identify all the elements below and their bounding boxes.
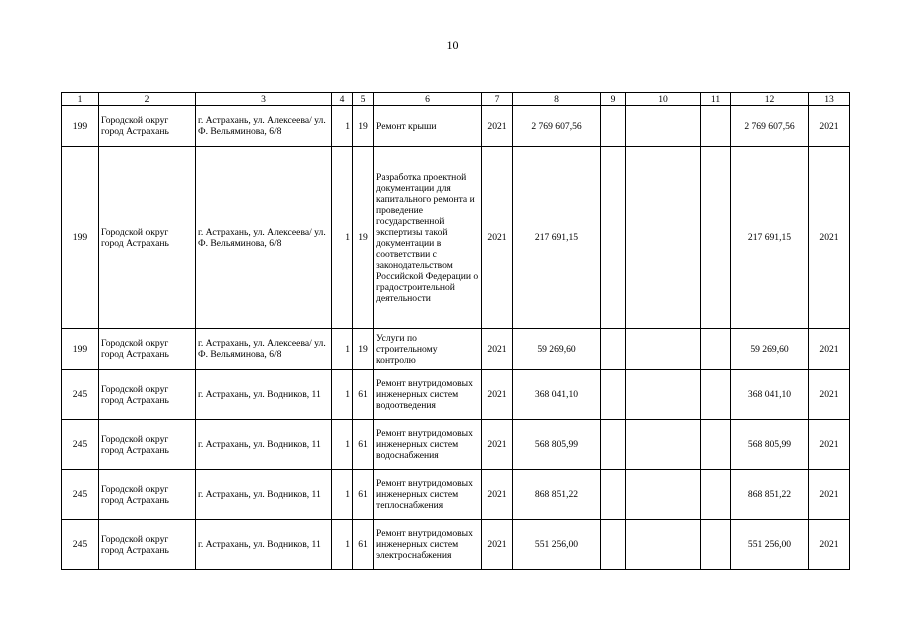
cell-col4: 1	[332, 329, 353, 370]
cell-col11	[701, 106, 731, 147]
table-row	[62, 147, 850, 329]
cell-address: г. Астрахань, ул. Алексеева/ ул. Ф. Вельяминова, 6/8	[196, 147, 332, 329]
table-row	[62, 470, 850, 520]
cell-id: 245	[62, 420, 99, 470]
register-table	[61, 92, 850, 570]
cell-col9	[601, 520, 626, 570]
cell-year: 2021	[482, 329, 513, 370]
cell-id: 245	[62, 520, 99, 570]
column-header: 12	[731, 93, 809, 106]
cell-total-cost: 368 041,10	[513, 370, 601, 420]
cell-id: 199	[62, 106, 99, 147]
cell-year: 2021	[482, 106, 513, 147]
page-number: 10	[446, 38, 459, 52]
cell-col5: 61	[353, 370, 374, 420]
cell-address: г. Астрахань, ул. Алексеева/ ул. Ф. Вельяминова, 6/8	[196, 106, 332, 147]
cell-col9	[601, 470, 626, 520]
cell-total-cost: 868 851,22	[513, 470, 601, 520]
cell-col13: 2021	[809, 520, 850, 570]
cell-col13: 2021	[809, 370, 850, 420]
cell-col10	[626, 329, 701, 370]
cell-col12: 868 851,22	[731, 470, 809, 520]
cell-col12: 217 691,15	[731, 147, 809, 329]
column-header: 9	[601, 93, 626, 106]
cell-col10	[626, 470, 701, 520]
cell-work-type: Ремонт внутридомовых инженерных систем водоотведения	[374, 370, 482, 420]
cell-col12: 59 269,60	[731, 329, 809, 370]
column-header: 11	[701, 93, 731, 106]
cell-id: 199	[62, 329, 99, 370]
cell-year: 2021	[482, 370, 513, 420]
cell-col5: 61	[353, 520, 374, 570]
cell-address: г. Астрахань, ул. Водников, 11	[196, 520, 332, 570]
cell-id: 245	[62, 370, 99, 420]
cell-work-type: Разработка проектной документации для капитального ремонта и проведение государственной экспертизы такой документации в соответствии с законодательством Российской Федерации о градостроительной деятельности	[374, 147, 482, 329]
cell-col10	[626, 420, 701, 470]
column-header: 8	[513, 93, 601, 106]
cell-col9	[601, 329, 626, 370]
cell-col10	[626, 106, 701, 147]
cell-col4: 1	[332, 470, 353, 520]
cell-col9	[601, 147, 626, 329]
cell-address: г. Астрахань, ул. Алексеева/ ул. Ф. Вельяминова, 6/8	[196, 329, 332, 370]
table-row	[62, 370, 850, 420]
cell-year: 2021	[482, 147, 513, 329]
column-header: 6	[374, 93, 482, 106]
cell-address: г. Астрахань, ул. Водников, 11	[196, 370, 332, 420]
cell-municipality: Городской округ город Астрахань	[99, 520, 196, 570]
cell-work-type: Ремонт внутридомовых инженерных систем теплоснабжения	[374, 470, 482, 520]
cell-col13: 2021	[809, 106, 850, 147]
cell-work-type: Услуги по строительному контролю	[374, 329, 482, 370]
cell-col9	[601, 420, 626, 470]
cell-col5: 61	[353, 420, 374, 470]
cell-year: 2021	[482, 420, 513, 470]
cell-col9	[601, 370, 626, 420]
cell-address: г. Астрахань, ул. Водников, 11	[196, 470, 332, 520]
cell-col11	[701, 370, 731, 420]
cell-col12: 568 805,99	[731, 420, 809, 470]
cell-col12: 551 256,00	[731, 520, 809, 570]
column-header: 3	[196, 93, 332, 106]
cell-col5: 19	[353, 329, 374, 370]
column-header: 4	[332, 93, 353, 106]
cell-col11	[701, 520, 731, 570]
cell-municipality: Городской округ город Астрахань	[99, 370, 196, 420]
cell-col4: 1	[332, 520, 353, 570]
table-row	[62, 520, 850, 570]
cell-work-type: Ремонт крыши	[374, 106, 482, 147]
table-row	[62, 329, 850, 370]
table-row	[62, 420, 850, 470]
cell-col11	[701, 329, 731, 370]
cell-col4: 1	[332, 106, 353, 147]
cell-municipality: Городской округ город Астрахань	[99, 106, 196, 147]
cell-col10	[626, 370, 701, 420]
cell-year: 2021	[482, 520, 513, 570]
table-row	[62, 106, 850, 147]
column-header: 5	[353, 93, 374, 106]
column-header: 1	[62, 93, 99, 106]
cell-col4: 1	[332, 370, 353, 420]
column-header: 10	[626, 93, 701, 106]
cell-address: г. Астрахань, ул. Водников, 11	[196, 420, 332, 470]
column-header: 13	[809, 93, 850, 106]
cell-col5: 61	[353, 470, 374, 520]
cell-year: 2021	[482, 470, 513, 520]
cell-id: 199	[62, 147, 99, 329]
header-row	[62, 93, 850, 106]
cell-work-type: Ремонт внутридомовых инженерных систем электроснабжения	[374, 520, 482, 570]
cell-col12: 2 769 607,56	[731, 106, 809, 147]
cell-col11	[701, 470, 731, 520]
cell-col4: 1	[332, 147, 353, 329]
cell-municipality: Городской округ город Астрахань	[99, 470, 196, 520]
cell-col11	[701, 147, 731, 329]
cell-municipality: Городской округ город Астрахань	[99, 329, 196, 370]
cell-work-type: Ремонт внутридомовых инженерных систем водоснабжения	[374, 420, 482, 470]
column-header: 7	[482, 93, 513, 106]
cell-id: 245	[62, 470, 99, 520]
cell-col11	[701, 420, 731, 470]
cell-col12: 368 041,10	[731, 370, 809, 420]
cell-col13: 2021	[809, 420, 850, 470]
cell-col9	[601, 106, 626, 147]
cell-total-cost: 551 256,00	[513, 520, 601, 570]
cell-col5: 19	[353, 147, 374, 329]
cell-total-cost: 59 269,60	[513, 329, 601, 370]
cell-col5: 19	[353, 106, 374, 147]
cell-col10	[626, 147, 701, 329]
cell-col13: 2021	[809, 329, 850, 370]
cell-col4: 1	[332, 420, 353, 470]
cell-municipality: Городской округ город Астрахань	[99, 147, 196, 329]
cell-col10	[626, 520, 701, 570]
cell-total-cost: 217 691,15	[513, 147, 601, 329]
cell-col13: 2021	[809, 147, 850, 329]
cell-total-cost: 568 805,99	[513, 420, 601, 470]
cell-municipality: Городской округ город Астрахань	[99, 420, 196, 470]
cell-total-cost: 2 769 607,56	[513, 106, 601, 147]
cell-col13: 2021	[809, 470, 850, 520]
column-header: 2	[99, 93, 196, 106]
